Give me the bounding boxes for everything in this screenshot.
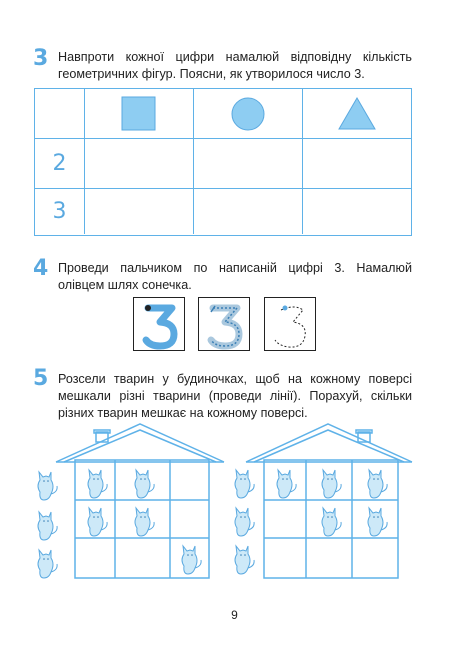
animal-icon[interactable] — [38, 550, 57, 578]
left-house — [56, 424, 224, 578]
table-header-square — [85, 89, 194, 138]
trace-box-solid[interactable] — [133, 297, 185, 351]
row-digit: 3 — [52, 199, 67, 224]
digit-three-dotted-icon — [199, 298, 251, 352]
shapes-table — [34, 88, 412, 236]
task-4-number: 4 — [33, 256, 49, 281]
square-shape-icon — [121, 96, 157, 132]
task-5-instruction: Розсели тварин у будиночках, щоб на кожному поверсі мешкали різні тварини (проведи лінії). Порахуй, скільки різних тварин мешкає на кожному поверсі. — [58, 372, 412, 420]
task-4-instruction: Проведи пальчиком по написаній цифрі 3. Намалюй олівцем шлях сонечка. — [58, 261, 412, 292]
table-row — [35, 139, 411, 189]
task-3-instruction: Навпроти кожної цифри намалюй відповідну кількість геометричних фігур. Поясни, як утворилося число 3. — [58, 50, 412, 81]
animal-icon — [88, 470, 107, 498]
row-digit: 2 — [52, 151, 67, 176]
animal-icon[interactable] — [38, 472, 57, 500]
animal-icon — [322, 508, 341, 536]
digit-three-solid-icon — [134, 298, 186, 352]
circle-shape-icon — [230, 96, 266, 132]
table-header-circle — [194, 89, 303, 138]
animal-icon[interactable] — [38, 512, 57, 540]
animal-icon[interactable] — [235, 470, 254, 498]
animal-icon — [368, 508, 387, 536]
animal-icon — [322, 470, 341, 498]
page-number: 9 — [231, 608, 238, 622]
animal-icon — [182, 546, 201, 574]
answer-cell[interactable] — [303, 189, 410, 234]
animal-icon — [135, 508, 154, 536]
table-row — [35, 189, 411, 234]
animal-icon — [368, 470, 387, 498]
digit-three-path-icon — [265, 298, 317, 352]
task-3-number: 3 — [33, 46, 49, 71]
answer-cell[interactable] — [85, 189, 194, 234]
animal-icon[interactable] — [235, 546, 254, 574]
answer-cell[interactable] — [303, 139, 410, 188]
table-header-row — [35, 89, 411, 139]
table-header-triangle — [303, 89, 410, 138]
task-5-number: 5 — [33, 366, 49, 391]
animal-icon[interactable] — [235, 508, 254, 536]
animal-icon — [277, 470, 296, 498]
animal-icon — [88, 508, 107, 536]
houses-illustration — [0, 420, 469, 590]
triangle-shape-icon — [337, 96, 377, 132]
trace-box-path[interactable] — [264, 297, 316, 351]
trace-box-dotted[interactable] — [198, 297, 250, 351]
animal-icon — [135, 470, 154, 498]
right-house — [246, 424, 412, 578]
answer-cell[interactable] — [85, 139, 194, 188]
answer-cell[interactable] — [194, 139, 303, 188]
table-corner-cell — [35, 89, 85, 138]
answer-cell[interactable] — [194, 189, 303, 234]
